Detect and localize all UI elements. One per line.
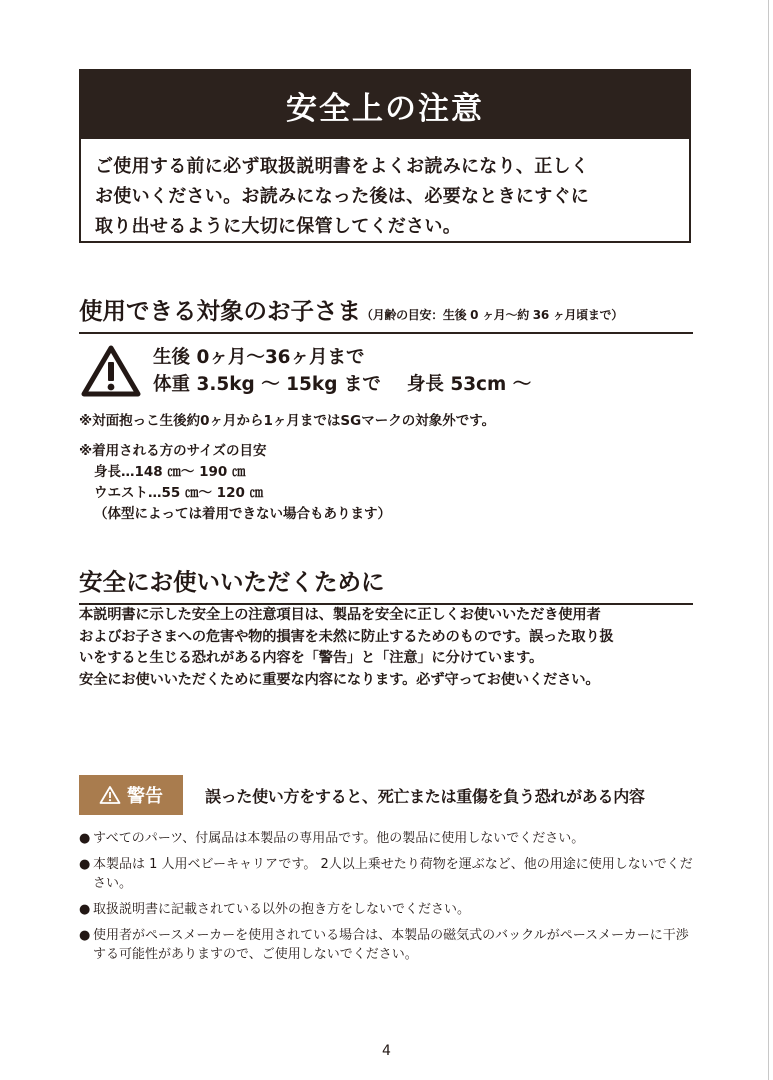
- list-item-text: すべてのパーツ、付属品は本製品の専用品です。他の製品に使用しないでください。: [93, 831, 585, 846]
- list-item-text: 取扱説明書に記載されている以外の抱き方をしないでください。: [93, 902, 471, 917]
- sg-mark-note: ※対面抱っこ生後約0ヶ月から1ヶ月まではSGマークの対象外です。: [79, 413, 496, 429]
- bullet-icon: ●: [79, 928, 91, 943]
- safety-notice-box: [79, 69, 691, 243]
- size-guide-heading: ※着用される方のサイズの目安: [79, 443, 267, 459]
- warning-triangle-icon: [99, 785, 121, 805]
- warning-badge-label: 警告: [127, 786, 163, 807]
- list-item: [79, 855, 695, 893]
- size-guide-note: （体型によっては着用できない場合もあります）: [94, 506, 391, 522]
- notice-line: お使いください。お読みになった後は、必要なときにすぐに: [95, 186, 590, 207]
- list-item: [79, 900, 695, 919]
- section-title-target: [79, 292, 693, 334]
- warning-header: [79, 775, 645, 815]
- page-edge-line: [768, 0, 769, 1080]
- target-title: 使用できる対象のお子さま: [79, 297, 361, 325]
- size-guide: [79, 441, 391, 525]
- notice-body: [81, 139, 689, 242]
- para-line: いをすると生じる恐れがある内容を「警告」と「注意」に分けています。: [79, 650, 544, 666]
- section-title-safety: 安全にお使いいただくために: [79, 563, 693, 605]
- bullet-icon: ●: [79, 857, 91, 872]
- target-subtitle: （月齢の目安：生後 0 ヶ月〜約 36 ヶ月頃まで）: [361, 308, 623, 322]
- warning-badge: [79, 775, 183, 815]
- target-age-weight-block: [80, 344, 531, 398]
- para-line: およびお子さまへの危害や物的損害を未然に防止するためのものです。誤った取り扱: [79, 628, 614, 645]
- notice-line: 取り出せるように大切に保管してください。: [95, 216, 461, 237]
- warning-triangle-icon: [80, 344, 142, 398]
- list-item: [79, 926, 695, 964]
- target-section-header: [79, 292, 693, 334]
- height-range: 身長 53cm 〜: [406, 374, 532, 395]
- notice-title: 安全上の注意: [81, 71, 689, 139]
- bullet-icon: ●: [79, 831, 91, 846]
- safety-section-header: [79, 563, 693, 605]
- list-item: [79, 829, 695, 848]
- page-number: 4: [382, 1043, 391, 1059]
- weight-range: 体重 3.5kg 〜 15kg まで: [153, 374, 381, 395]
- para-line: 安全にお使いいただくために重要な内容になります。必ず守ってお使いください。: [79, 671, 600, 688]
- size-guide-height: 身長…148 ㎝〜 190 ㎝: [94, 464, 246, 480]
- bullet-icon: ●: [79, 902, 91, 917]
- safety-paragraph: [79, 605, 695, 691]
- warning-description: 誤った使い方をすると、死亡または重傷を負う恐れがある内容: [205, 786, 645, 806]
- list-item-text: 本製品は 1 人用ベビーキャリアです。 2人以上乗せたり荷物を運ぶなど、他の用途に使用しないでください。: [93, 857, 693, 891]
- age-range: 生後 0ヶ月〜36ヶ月まで: [153, 347, 365, 368]
- para-line: 本説明書に示した安全上の注意項目は、製品を安全に正しくお使いいただき使用者: [79, 607, 601, 623]
- size-guide-waist: ウエスト…55 ㎝〜 120 ㎝: [94, 485, 264, 501]
- warning-list: [79, 829, 695, 971]
- list-item-text: 使用者がペースメーカーを使用されている場合は、本製品の磁気式のバックルがペースメーカーに干渉する可能性がありますので、ご使用しないでください。: [93, 928, 689, 962]
- notice-line: ご使用する前に必ず取扱説明書をよくお読みになり、正しく: [95, 156, 590, 177]
